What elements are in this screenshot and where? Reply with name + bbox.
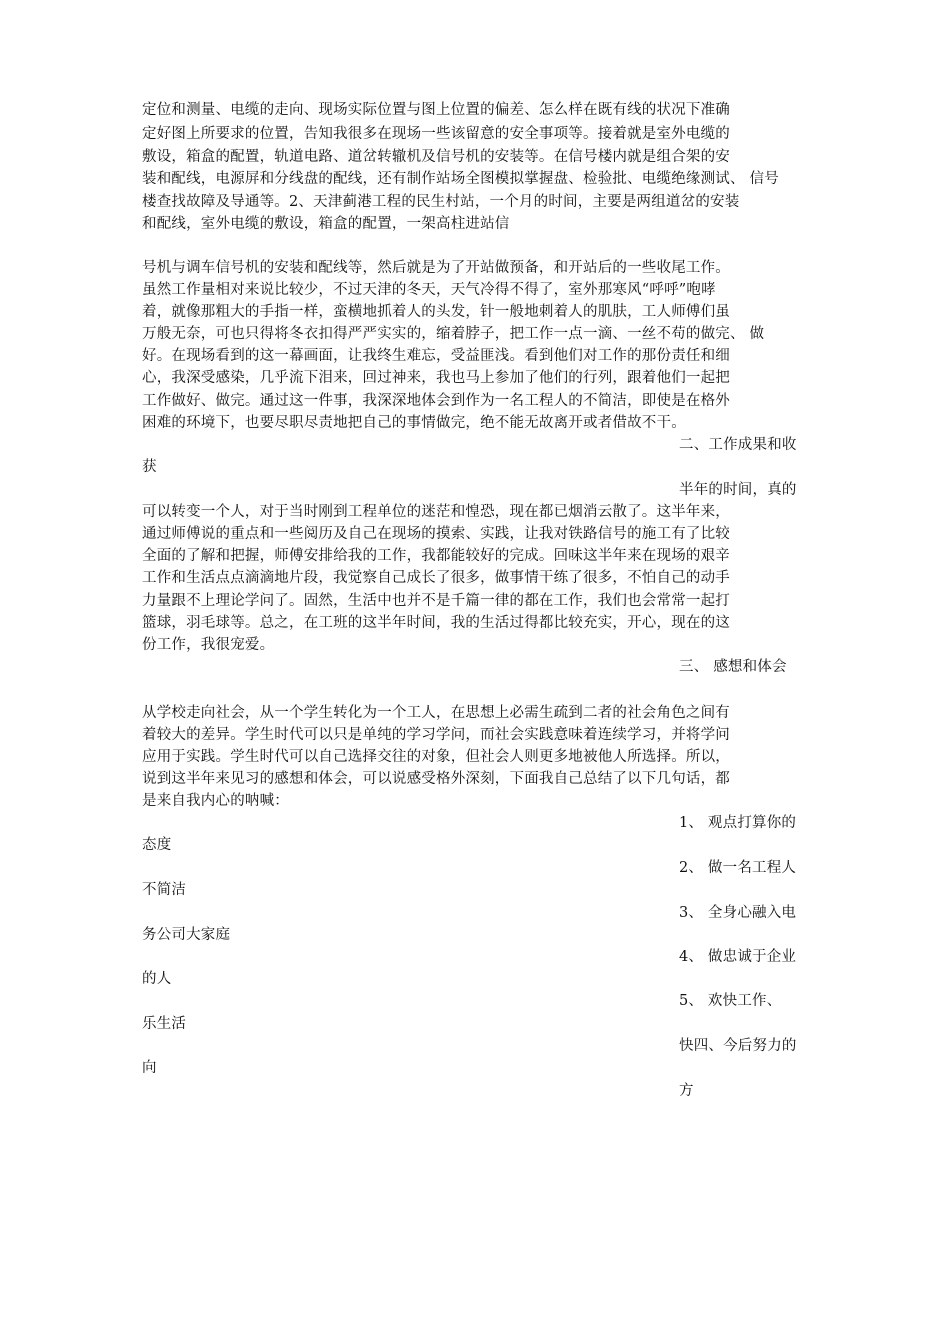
paragraph-1-line-1: 定位和测量、电缆的走向、现场实际位置与图上位置的偏差、怎么样在既有线的状况下准确 <box>142 102 730 118</box>
section-4-heading-left: 向 <box>142 1060 157 1076</box>
paragraph-2-line-5: 好。在现场看到的这一幕画面，让我终生难忘，受益匪浅。看到他们对工作的那份责任和细 <box>142 348 730 364</box>
section-3-heading: 三、 感想和体会 <box>679 659 787 675</box>
paragraph-4-line-3: 应用于实践。学生时代可以自己选择交往的对象，但社会人则更多地被他人所选择。所以， <box>142 749 730 765</box>
paragraph-2-line-2: 虽然工作量相对来说比较少，不过天津的冬天，天气冷得不得了，室外那寒风“呼呼”咆哮 <box>142 282 716 298</box>
section-2-heading: 二、工作成果和收 <box>679 437 797 453</box>
paragraph-2-line-8: 困难的环境下，也要尽职尽责地把自己的事情做完，绝不能无故离开或者借故不干。 <box>142 415 686 431</box>
paragraph-4-line-1: 从学校走向社会，从一个学生转化为一个工人，在思想上必需生疏到二者的社会角色之间有 <box>142 705 730 721</box>
list-item-1-left: 态度 <box>142 837 172 853</box>
paragraph-2-line-7: 工作做好、做完。通过这一件事，我深深地体会到作为一名工程人的不简洁，即使是在格外 <box>142 393 730 409</box>
paragraph-3-line-3: 全面的了解和把握，师傅安排给我的工作，我都能较好的完成。回味这半年来在现场的艰辛 <box>142 548 730 564</box>
list-item-3-left: 务公司大家庭 <box>142 927 231 943</box>
paragraph-1-line-2: 定好图上所要求的位置，告知我很多在现场一些该留意的安全事项等。接着就是室外电缆的 <box>142 126 730 142</box>
paragraph-3-line-7: 份工作，我很宠爱。 <box>142 637 275 653</box>
paragraph-1-line-3: 敷设，箱盒的配置，轨道电路、道岔转辙机及信号机的安装等。在信号楼内就是组合架的安 <box>142 149 730 165</box>
list-item-4-left: 的人 <box>142 971 172 987</box>
list-item-4-right: 4、 做忠诚于企业 <box>679 949 797 965</box>
list-item-3-right: 3、 全身心融入电 <box>679 905 797 921</box>
paragraph-3-line-4: 工作和生活点点滴滴地片段，我觉察自己成长了很多，做事情干练了很多，不怕自己的动手 <box>142 570 730 586</box>
paragraph-3-line-2: 通过师傅说的重点和一些阅历及自己在现场的摸索、实践，让我对铁路信号的施工有了比较 <box>142 526 730 542</box>
paragraph-2-line-4: 万般无奈，可也只得将冬衣扣得严严实实的，缩着脖子，把工作一点一滴、一丝不苟的做完、 做 <box>142 326 765 342</box>
paragraph-3-line-6: 篮球，羽毛球等。总之，在工班的这半年时间，我的生活过得都比较充实，开心，现在的这 <box>142 615 730 631</box>
paragraph-4-line-4: 说到这半年来见习的感想和体会，可以说感受格外深刻，下面我自己总结了以下几句话，都 <box>142 771 730 787</box>
section-2-heading-continued: 获 <box>142 459 157 475</box>
paragraph-1-line-6: 和配线，室外电缆的敷设，箱盒的配置，一架高柱进站信 <box>142 216 510 232</box>
paragraph-2-line-3: 着，就像那粗大的手指一样，蛮横地抓着人的头发，针一般地刺着人的肌肤，工人师傅们虽 <box>142 304 730 320</box>
list-item-1-right: 1、 观点打算你的 <box>679 815 797 831</box>
section-4-heading-continued: 方 <box>679 1083 694 1099</box>
list-item-5-right: 5、 欢快工作、 <box>679 993 782 1009</box>
paragraph-2-line-6: 心，我深受感染，几乎流下泪来，回过神来，我也马上参加了他们的行列，跟着他们一起把 <box>142 370 730 386</box>
paragraph-4-line-5: 是来自我内心的呐喊： <box>142 793 289 809</box>
paragraph-1-line-5: 楼查找故障及导通等。2、天津蓟港工程的民生村站，一个月的时间，主要是两组道岔的安装 <box>142 194 740 210</box>
list-item-2-left: 不简洁 <box>142 882 187 898</box>
section-4-heading-right: 快四、今后努力的 <box>679 1038 797 1054</box>
paragraph-3-line-5: 力量跟不上理论学问了。固然，生活中也并不是千篇一律的都在工作，我们也会常常一起打 <box>142 593 730 609</box>
paragraph-3-lead: 半年的时间，真的 <box>679 482 797 498</box>
paragraph-4-line-2: 着较大的差异。学生时代可以只是单纯的学习学问，而社会实践意味着连续学习，并将学问 <box>142 727 730 743</box>
list-item-5-left: 乐生活 <box>142 1016 187 1032</box>
paragraph-2-line-1: 号机与调车信号机的安装和配线等，然后就是为了开站做预备，和开站后的一些收尾工作。 <box>142 260 730 276</box>
paragraph-3-line-1: 可以转变一个人，对于当时刚到工程单位的迷茫和惶恐，现在都已烟消云散了。这半年来， <box>142 504 730 520</box>
paragraph-1-line-4: 装和配线，电源屏和分线盘的配线，还有制作站场全图模拟掌握盘、检验批、电缆绝缘测试、 信号 <box>142 171 779 187</box>
list-item-2-right: 2、 做一名工程人 <box>679 860 797 876</box>
